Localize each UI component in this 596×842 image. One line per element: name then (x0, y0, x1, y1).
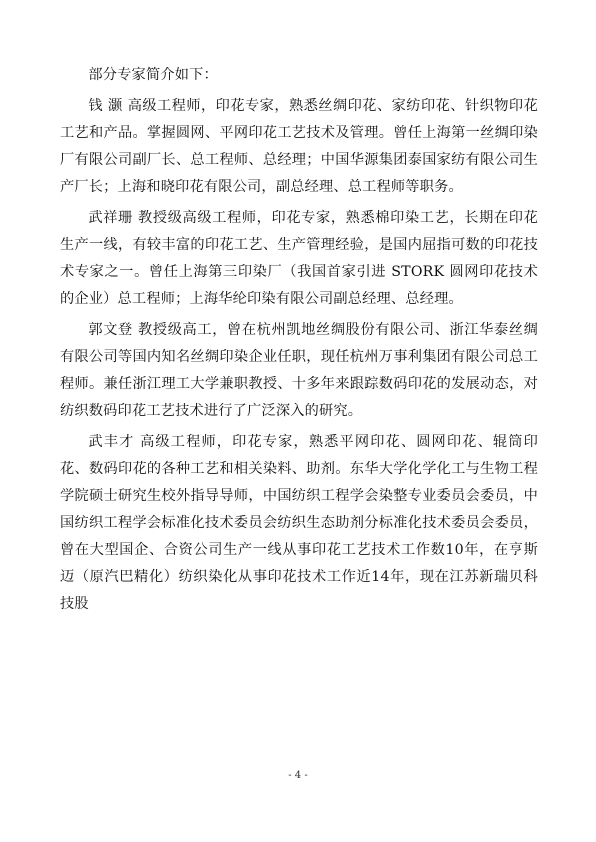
intro-paragraph: 部分专家简介如下： (88, 67, 218, 83)
expert-name: 武丰才 (88, 434, 135, 450)
expert-bio: 高级工程师，印花专家，熟悉平网印花、圆网印花、辊筒印花、数码印花的各种工艺和相关染料、助剂。东华大学化学化工与生物工程学院硕士研究生校外指导导师，中国纺织工程学会染整专业委员会委员，中国纺织工程学会标准化技术委员会纺织生态助剂分标准化技术委员会委员，曾在大型国企、合资公司生产一线从事印花工艺技术工作数10年，在亨斯迈（原汽巴精化）纺织染化从事印花技术工作近14年，现在江苏新瑞贝科技股 (60, 434, 538, 612)
expert-bio: 高级工程师，印花专家，熟悉丝绸印花、家纺印花、针织物印花工艺和产品。掌握圆网、平网印花工艺技术及管理。曾任上海第一丝绸印染厂有限公司副厂长、总工程师、总经理；中国华源集团泰国家纺有限公司生产厂长；上海和晓印花有限公司，副总经理、总工程师等职务。 (60, 98, 538, 195)
page-number: - 4 - (288, 770, 308, 781)
expert-bio: 教授级高级工程师，印花专家，熟悉棉印染工艺，长期在印花生产一线，有较丰富的印花工艺、生产管理经验，是国内屈指可数的印花技术专家之一。曾任上海第三印染厂（我国首家引进 STORK 圆网印花技术的企业）总工程师；上海华纶印染有限公司副总经理、总经理。 (60, 210, 538, 307)
expert-paragraph (60, 317, 538, 425)
expert-paragraph (60, 429, 538, 618)
expert-name: 郭文登 (88, 322, 133, 338)
expert-paragraph (60, 93, 538, 201)
expert-name: 钱 灏 (88, 98, 123, 114)
expert-name: 武祥珊 (88, 210, 133, 226)
document-body (60, 62, 538, 622)
expert-paragraph (60, 205, 538, 313)
expert-bio: 教授级高工，曾在杭州凯地丝绸股份有限公司、浙江华泰丝绸有限公司等国内知名丝绸印染企业任职，现任杭州万事利集团有限公司总工程师。兼任浙江理工大学兼职教授、十多年来跟踪数码印花的发展动态，对纺织数码印花工艺技术进行了广泛深入的研究。 (60, 322, 538, 419)
